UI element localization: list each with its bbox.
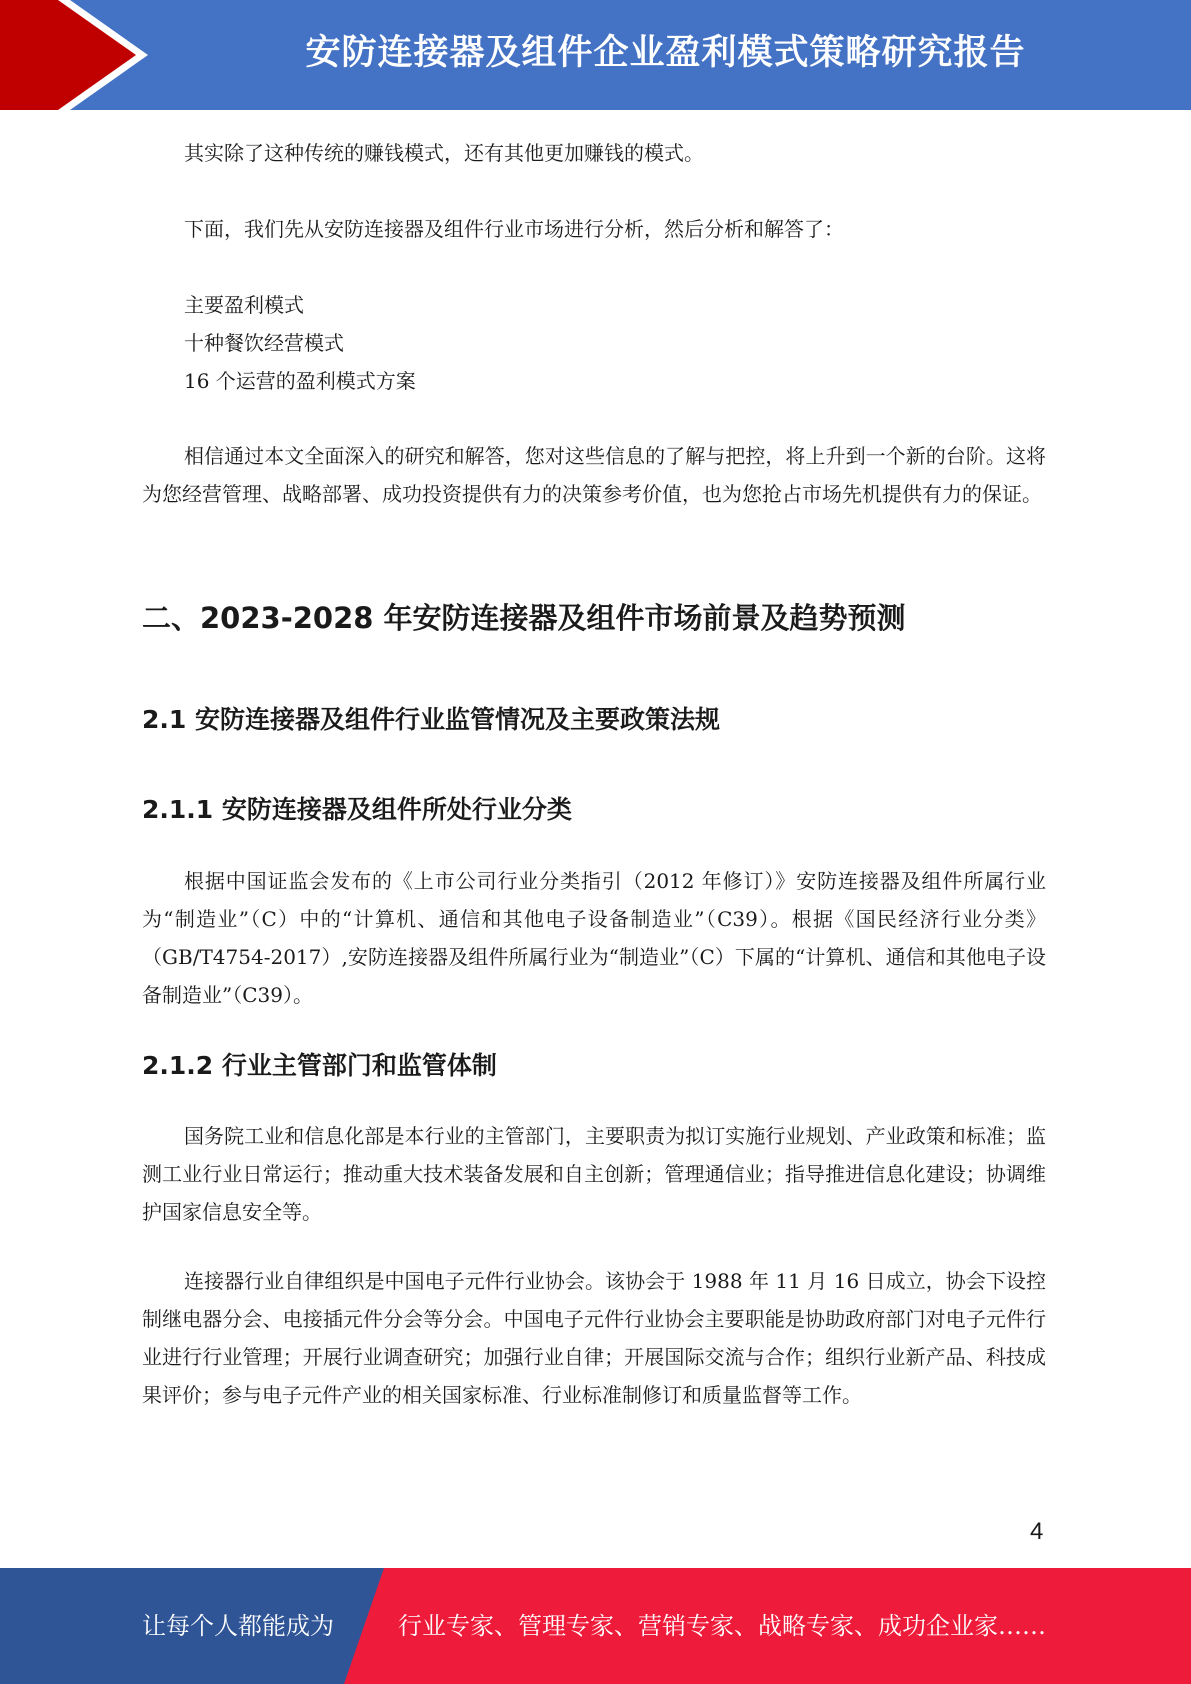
footer-banner — [0, 1568, 1191, 1684]
header-bar — [0, 0, 1191, 110]
footer-slogan-left: 让每个人都能成为 — [142, 1612, 334, 1640]
intro-paragraph-1: 其实除了这种传统的赚钱模式，还有其他更加赚钱的模式。 — [184, 141, 704, 165]
list-item: 主要盈利模式 — [184, 293, 304, 317]
list-item: 十种餐饮经营模式 — [184, 331, 344, 355]
industry-association-paragraph: 连接器行业自律组织是中国电子元件行业协会。该协会于 1988 年 11 月 16 日成立，协会下设控制继电器分会、电接插元件分会等分会。中国电子元件行业协会主要职能是协助政府部门对电子元件行业进行行业管理；开展行业调查研究；加强行业自律；开展国际交流与合作；组织行业新产品、科技成果评价；参与电子元件产业的相关国家标准、行业标准制修订和质量监督等工作。 — [142, 1269, 1046, 1407]
intro-paragraph-3: 相信通过本文全面深入的研究和解答，您对这些信息的了解与把控，将上升到一个新的台阶。这将为您经营管理、战略部署、成功投资提供有力的决策参考价值，也为您抢占市场先机提供有力的保证。 — [142, 444, 1046, 506]
report-title: 安防连接器及组件企业盈利模式策略研究报告 — [305, 33, 1026, 73]
section-heading-2-1-2: 2.1.2 行业主管部门和监管体制 — [142, 1051, 497, 1080]
page-number: 4 — [1030, 1518, 1044, 1545]
section-heading-2: 二、2023-2028 年安防连接器及组件市场前景及趋势预测 — [142, 601, 906, 635]
intro-paragraph-2: 下面，我们先从安防连接器及组件行业市场进行分析，然后分析和解答了： — [184, 217, 844, 241]
industry-classification-paragraph: 根据中国证监会发布的《上市公司行业分类指引（2012 年修订）》安防连接器及组件所属行业为“制造业”（C）中的“计算机、通信和其他电子设备制造业”（C39）。根据《国民经济行业分类》（GB/T4754-2017）,安防连接器及组件所属行业为“制造业”（C）下属的“计算机、通信和其他电子设备制造业”（C39）。 — [142, 869, 1046, 1007]
section-heading-2-1: 2.1 安防连接器及组件行业监管情况及主要政策法规 — [142, 705, 720, 734]
list-item: 16 个运营的盈利模式方案 — [184, 369, 416, 393]
regulator-paragraph: 国务院工业和信息化部是本行业的主管部门，主要职责为拟订实施行业规划、产业政策和标准；监测工业行业日常运行；推动重大技术装备发展和自主创新；管理通信业；指导推进信息化建设；协调维护国家信息安全等。 — [142, 1124, 1046, 1224]
section-heading-2-1-1: 2.1.1 安防连接器及组件所处行业分类 — [142, 795, 572, 824]
footer-slogan-right: 行业专家、管理专家、营销专家、战略专家、成功企业家…… — [398, 1612, 1046, 1640]
header-chevron-graphic — [0, 0, 160, 110]
